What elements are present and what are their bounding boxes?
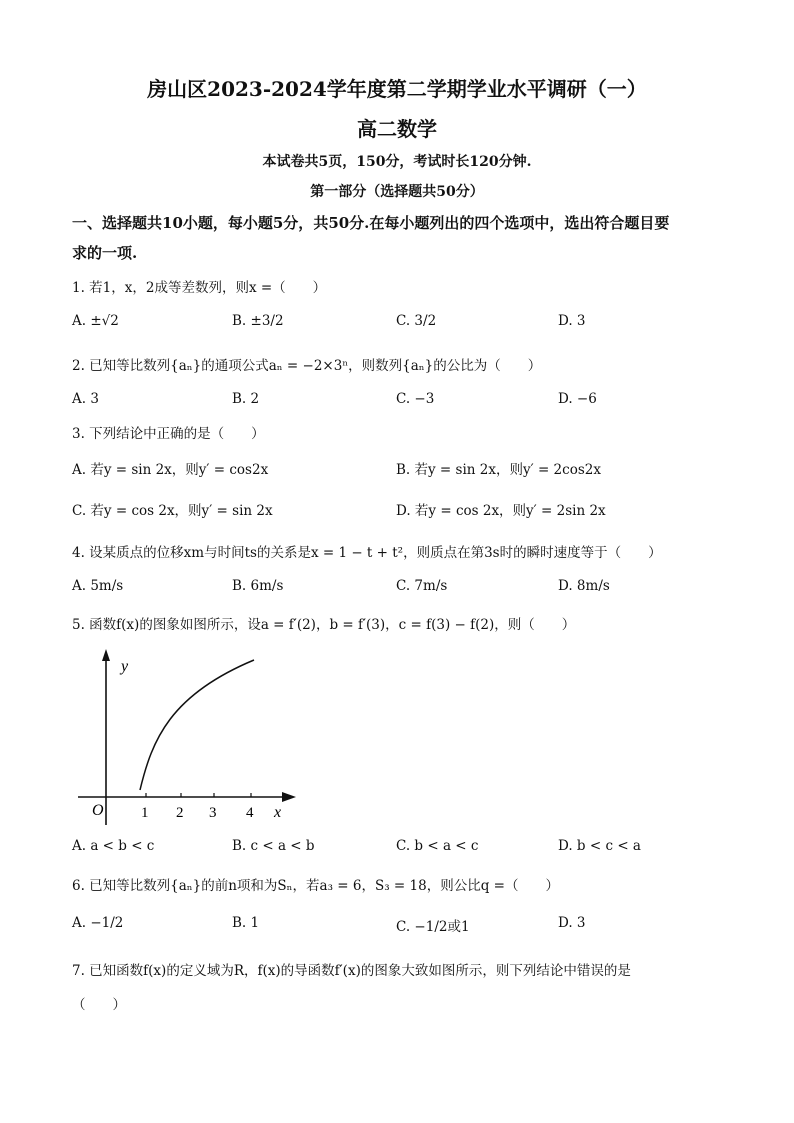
question-5-option-c: C. b < a < c bbox=[396, 838, 479, 854]
question-4-option-a: A. 5m/s bbox=[72, 578, 124, 594]
question-3-option-d: D. 若y = cos 2x，则y′ = 2sin 2x bbox=[396, 503, 606, 519]
origin-label: O bbox=[92, 802, 104, 819]
question-6-option-a: A. −1/2 bbox=[72, 915, 124, 931]
question-3-option-b: B. 若y = sin 2x，则y′ = 2cos2x bbox=[396, 462, 601, 478]
question-3-option-c: C. 若y = cos 2x，则y′ = sin 2x bbox=[72, 503, 273, 519]
question-4-stem: 4. 设某质点的位移xm与时间ts的关系是x = 1 − t + t²，则质点在第3s时的瞬时速度等于（ ） bbox=[72, 545, 662, 561]
tick-label-1: 1 bbox=[141, 805, 149, 821]
question-2-option-d: D. −6 bbox=[558, 391, 597, 407]
question-1-option-c: C. 3/2 bbox=[396, 313, 437, 329]
question-2-option-b: B. 2 bbox=[232, 391, 260, 407]
question-3-option-a: A. 若y = sin 2x，则y′ = cos2x bbox=[72, 462, 269, 478]
tick-label-3: 3 bbox=[209, 805, 217, 821]
y-axis-arrow bbox=[102, 649, 110, 661]
question-1-option-d: D. 3 bbox=[558, 313, 586, 329]
x-axis-arrow bbox=[282, 792, 296, 802]
question-1-option-a: A. ±√2 bbox=[72, 313, 119, 329]
function-graph-figure bbox=[74, 645, 304, 830]
x-axis-label: x bbox=[274, 804, 282, 821]
question-5-option-b: B. c < a < b bbox=[232, 838, 315, 854]
exam-title: 房山区2023-2024学年度第二学期学业水平调研（一） bbox=[147, 77, 647, 101]
question-2-option-a: A. 3 bbox=[72, 391, 99, 407]
y-axis-label: y bbox=[121, 658, 129, 675]
tick-label-2: 2 bbox=[176, 805, 184, 821]
question-4-option-c: C. 7m/s bbox=[396, 578, 448, 594]
question-4-option-d: D. 8m/s bbox=[558, 578, 610, 594]
question-6-option-c: C. −1/2或1 bbox=[396, 919, 470, 935]
question-7-stem-continued: （ ） bbox=[72, 997, 126, 1013]
exam-subject: 高二数学 bbox=[357, 117, 437, 141]
question-1-option-b: B. ±3/2 bbox=[232, 313, 284, 329]
question-3-stem: 3. 下列结论中正确的是（ ） bbox=[72, 426, 265, 442]
function-curve bbox=[140, 660, 254, 790]
question-2-stem: 2. 已知等比数列{aₙ}的通项公式aₙ = −2×3ⁿ，则数列{aₙ}的公比为（ ） bbox=[72, 358, 542, 374]
question-6-stem: 6. 已知等比数列{aₙ}的前n项和为Sₙ，若a₃ = 6，S₃ = 18，则公比q =（ ） bbox=[72, 878, 559, 894]
exam-info: 本试卷共5页，150分，考试时长120分钟. bbox=[262, 154, 532, 170]
question-1-stem: 1. 若1，x，2成等差数列，则x =（ ） bbox=[72, 280, 327, 296]
question-5-stem: 5. 函数f(x)的图象如图所示，设a = f′(2)，b = f′(3)，c = f(3) − f(2)，则（ ） bbox=[72, 617, 576, 633]
question-7-stem: 7. 已知函数f(x)的定义域为R，f(x)的导函数f′(x)的图象大致如图所示，则下列结论中错误的是 bbox=[72, 963, 631, 979]
section-instructions-line1: 一、选择题共10小题，每小题5分，共50分.在每小题列出的四个选项中，选出符合题目要 bbox=[72, 214, 670, 232]
question-6-option-b: B. 1 bbox=[232, 915, 260, 931]
question-5-option-d: D. b < c < a bbox=[558, 838, 641, 854]
question-5-option-a: A. a < b < c bbox=[72, 838, 155, 854]
question-4-option-b: B. 6m/s bbox=[232, 578, 284, 594]
tick-label-4: 4 bbox=[246, 805, 254, 821]
question-6-option-d: D. 3 bbox=[558, 915, 586, 931]
part-heading: 第一部分（选择题共50分） bbox=[310, 184, 484, 200]
question-2-option-c: C. −3 bbox=[396, 391, 435, 407]
section-instructions-line2: 求的一项. bbox=[72, 244, 138, 262]
